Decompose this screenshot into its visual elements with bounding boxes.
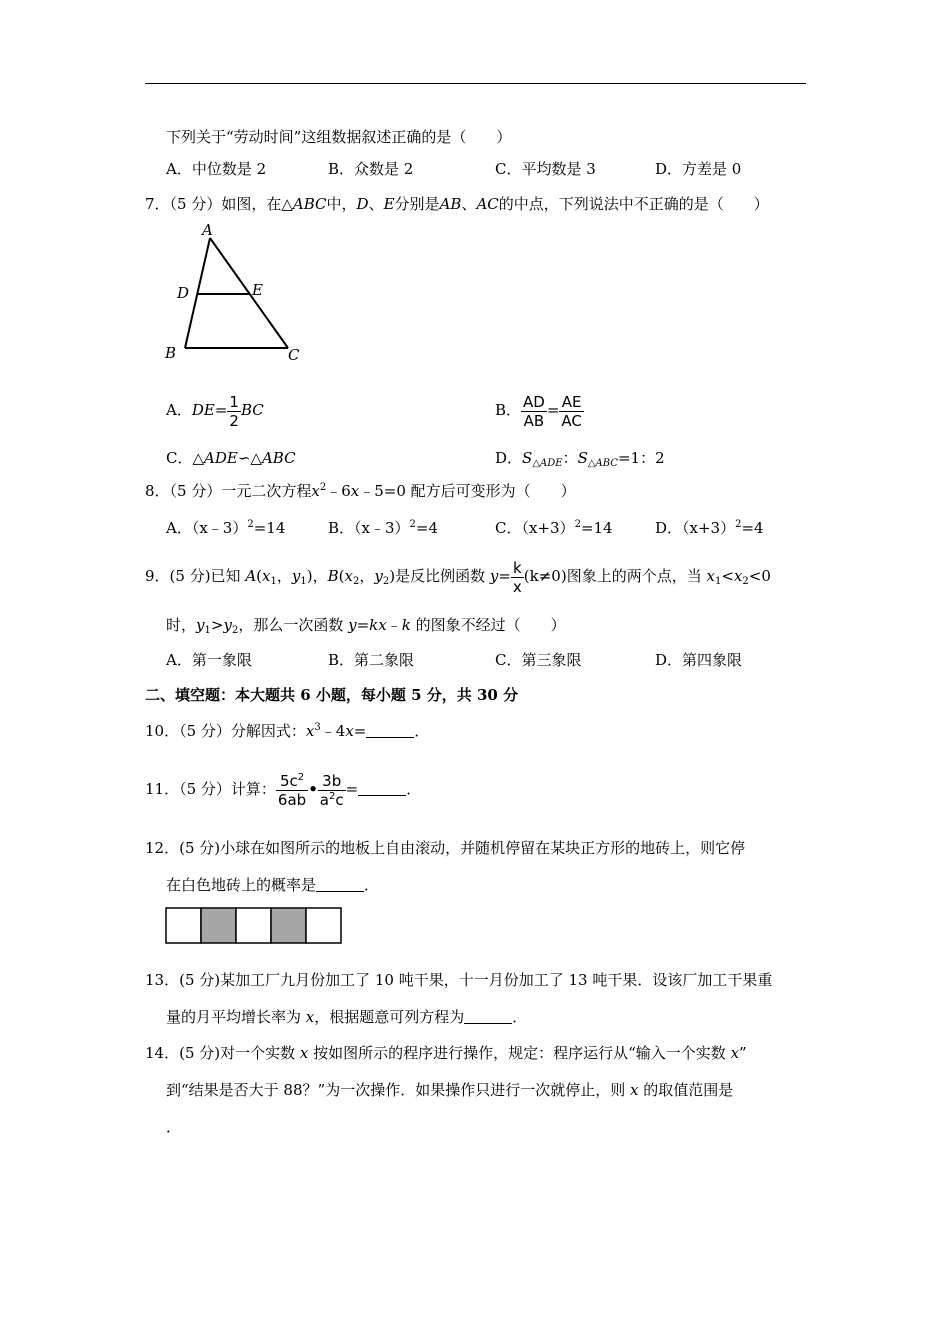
tile-gray: [201, 908, 236, 943]
answer-blank[interactable]: [316, 877, 364, 892]
q9-text: 时，: [166, 616, 197, 634]
q13-var: x: [305, 1008, 315, 1026]
q14-var: x: [730, 1044, 740, 1062]
subscript: 2: [231, 625, 239, 636]
q9-text: >: [210, 616, 224, 634]
equals: =: [345, 780, 359, 798]
q9-text: (k≠0)图象上的两个点，当: [523, 567, 707, 585]
numerator: 3b: [318, 772, 346, 791]
q9-option-c: C．第三象限: [495, 651, 582, 669]
q8-option-a: [166, 518, 285, 538]
numerator: [276, 772, 308, 791]
denominator: 6ab: [277, 790, 307, 809]
q9-var: x: [262, 567, 271, 585]
q14-text: 的取值范围是: [638, 1081, 734, 1099]
q14-var: x: [299, 1044, 309, 1062]
q9-text: ，: [276, 567, 292, 585]
q9-text: ﹣: [386, 616, 402, 634]
q7-text: 分别是: [394, 195, 440, 213]
q9-text: 9．(5 分)已知: [145, 567, 246, 585]
superscript: 2: [319, 482, 327, 493]
superscript: 2: [574, 519, 581, 530]
q14-text: 按如图所示的程序进行操作，规定：程序运行从“输入一个实数: [308, 1044, 731, 1062]
q13-stem-line2: [166, 1007, 527, 1027]
q7-var: AB: [439, 195, 462, 213]
q7-var: BC: [240, 401, 264, 419]
q7-var: AC: [476, 195, 499, 213]
option-label: D．: [495, 449, 523, 467]
q10-score: （5 分）: [179, 722, 231, 740]
q9-stem-line2: [166, 615, 566, 635]
q6-option-a: A．中位数是 2: [166, 160, 267, 178]
superscript: 2: [735, 519, 742, 530]
q7-number: 7．: [145, 195, 170, 213]
q11-text: 计算：: [230, 780, 276, 798]
q14-text: ”: [739, 1044, 747, 1062]
q9-text: )，: [306, 567, 328, 585]
q8-number: 8．: [145, 482, 170, 500]
q9-var: B: [327, 567, 339, 585]
option-text: D．（x+3）: [655, 519, 736, 537]
q9-option-d: D．第四象限: [655, 651, 743, 669]
equals: =: [353, 722, 367, 740]
q7-var: D: [356, 195, 369, 213]
q7-score: （5 分）: [169, 195, 222, 213]
q8-var: x: [350, 482, 360, 500]
answer-blank[interactable]: [366, 723, 414, 738]
subscript: △ADE: [532, 458, 563, 469]
option-text: A．（x﹣3）: [166, 519, 248, 537]
equals: =: [546, 401, 560, 419]
q12-stem-line1: 12．(5 分)小球在如图所示的地板上自由滚动，并随机停留在某块正方形的地砖上，则它停: [145, 839, 746, 857]
q9-option-a: A．第一象限: [166, 651, 252, 669]
q9-var: y: [291, 567, 301, 585]
option-text: B．（x﹣3）: [328, 519, 410, 537]
subscript: 1: [204, 625, 211, 636]
q12-text: ．: [364, 876, 380, 894]
q9-var: x: [706, 567, 715, 585]
q11-stem: [145, 765, 421, 813]
q11-score: （5 分）: [179, 780, 231, 798]
subscript: 2: [352, 576, 360, 587]
denominator-text: a: [319, 790, 329, 809]
q9-option-b: B．第二象限: [328, 651, 415, 669]
q14-var: x: [629, 1081, 639, 1099]
q9-var: y: [374, 567, 383, 585]
q13-text: ，根据题意可列方程为: [314, 1008, 465, 1026]
q12-text: 在白色地砖上的概率是: [166, 876, 317, 894]
q9-var: x: [344, 567, 353, 585]
tile-white: [236, 908, 271, 943]
q14-text: 到“结果是否大于 88？”为一次操作．如果操作只进行一次就停止，则: [166, 1081, 630, 1099]
tile-white: [306, 908, 341, 943]
subscript: 2: [382, 576, 390, 587]
q7-label-b: B: [165, 344, 177, 362]
equals: =: [214, 401, 228, 419]
q8-option-b: [328, 518, 438, 538]
q10-number: 10．: [145, 722, 180, 740]
q9-var: x: [733, 567, 743, 585]
q9-text: ，: [359, 567, 375, 585]
subscript: △ABC: [587, 458, 618, 469]
fraction-ad-ab: [521, 393, 547, 430]
q7-var: E: [383, 195, 395, 213]
denominator: AB: [523, 411, 545, 430]
q7-label-d: D: [177, 284, 190, 302]
q9-var: y: [489, 567, 499, 585]
equals: =: [356, 616, 370, 634]
q9-text: 的图象不经过（ ）: [410, 616, 566, 634]
q10-stem: [145, 721, 429, 741]
q9-var: y: [348, 616, 357, 634]
fraction-half: [227, 393, 241, 430]
option-text: =14: [253, 519, 286, 537]
answer-blank[interactable]: [464, 1009, 512, 1024]
fraction-k-over-x: [511, 559, 524, 596]
q7-option-a: [166, 390, 264, 430]
equals: =: [498, 567, 511, 585]
option-label: A．: [166, 401, 192, 419]
q7-var: S: [577, 449, 588, 467]
colon: ：: [562, 449, 578, 467]
q14-stem-line1: [145, 1043, 747, 1063]
tile-white: [166, 908, 201, 943]
header-rule: [145, 83, 806, 84]
q13-stem-line1: 13．(5 分)某加工厂九月份加工了 10 吨干果，十一月份加工了 13 吨干果．设该厂加工干果重: [145, 971, 773, 989]
q8-var: x: [311, 482, 320, 500]
q6-option-d: D．方差是 0: [655, 160, 742, 178]
q9-var: A: [245, 567, 257, 585]
q7-triangle-figure: [160, 220, 310, 365]
q6-stem: 下列关于“劳动时间”这组数据叙述正确的是（ ）: [166, 128, 512, 146]
option-text: =4: [415, 519, 439, 537]
q11-number: 11．: [145, 780, 180, 798]
option-text: =4: [741, 519, 764, 537]
superscript: 2: [297, 771, 305, 783]
subscript: 1: [300, 576, 307, 587]
q9-var: y: [196, 616, 205, 634]
q9-text: (: [256, 567, 263, 585]
ratio-text: =1：2: [617, 449, 665, 467]
denominator-text: c: [335, 790, 344, 809]
q9-text: )是反比例函数: [389, 567, 490, 585]
superscript: 2: [328, 790, 336, 802]
q13-text: ．: [512, 1008, 528, 1026]
fraction-ae-ac: [559, 393, 583, 430]
q7-var: ADE: [204, 449, 238, 467]
superscript: 3: [314, 722, 321, 733]
q7-stem: [145, 194, 769, 214]
option-text: =14: [580, 519, 613, 537]
numerator: AD: [523, 392, 545, 411]
q8-text: ﹣6: [326, 482, 351, 500]
q10-var: x: [305, 722, 315, 740]
q11-text: ．: [406, 780, 422, 798]
q8-option-d: [655, 518, 764, 538]
option-text: C．（x+3）: [495, 519, 575, 537]
q8-score: （5 分）: [169, 482, 222, 500]
subscript: 1: [270, 576, 277, 587]
q9-text: ，那么一次函数: [238, 616, 349, 634]
q7-text: 如图，在△: [221, 195, 293, 213]
q14-stem-line2: [166, 1080, 733, 1100]
q7-label-e: E: [252, 281, 263, 299]
q8-option-c: [495, 518, 613, 538]
numerator: 1: [229, 392, 239, 411]
q9-var: kx: [369, 616, 387, 634]
q8-text: 一元二次方程: [221, 482, 312, 500]
subscript: 1: [714, 576, 722, 587]
numerator-text: 5c: [279, 771, 298, 790]
fraction-5c2-over-6ab: [276, 772, 308, 809]
q9-stem-line1: [145, 556, 771, 596]
q9-text: <0: [748, 567, 771, 585]
q6-option-c: C．平均数是 3: [495, 160, 596, 178]
q9-text: <: [721, 567, 734, 585]
q7-label-a: A: [202, 221, 213, 239]
q13-text: 量的月平均增长率为: [166, 1008, 306, 1026]
q7-text: 中，: [326, 195, 357, 213]
option-label: B．: [495, 401, 522, 419]
q7-option-d: [495, 448, 665, 468]
q7-var: ABC: [261, 449, 296, 467]
denominator: x: [512, 577, 522, 596]
q7-option-b: [495, 390, 584, 430]
multiply-dot: •: [308, 780, 318, 798]
numerator: k: [511, 559, 524, 578]
tile-gray: [271, 908, 306, 943]
q10-text: 分解因式：: [230, 722, 306, 740]
q6-option-b: B．众数是 2: [328, 160, 414, 178]
q7-var: S: [522, 449, 533, 467]
superscript: 2: [409, 519, 416, 530]
q8-text: ﹣5=0 配方后可变形为（ ）: [359, 482, 576, 500]
section-2-heading: 二、填空题：本大题共 6 小题，每小题 5 分，共 30 分: [145, 686, 519, 704]
q8-stem: [145, 481, 576, 501]
denominator: AC: [561, 411, 582, 430]
q9-var: k: [401, 616, 411, 634]
q9-var: y: [223, 616, 232, 634]
denominator: 2: [229, 411, 239, 430]
q10-var: x: [345, 722, 354, 740]
q12-stem-line2: [166, 875, 379, 895]
answer-blank[interactable]: [358, 781, 406, 796]
q7-option-c: [166, 448, 296, 468]
q10-text: ．: [414, 722, 430, 740]
option-label: C．△: [166, 449, 205, 467]
q7-text: 的中点，下列说法中不正确的是（ ）: [498, 195, 769, 213]
q7-text: 、: [368, 195, 384, 213]
fraction-3b-over-a2c: [318, 772, 346, 809]
q14-stem-line3: ．: [166, 1118, 182, 1136]
denominator: [318, 791, 346, 809]
q9-text: (: [338, 567, 345, 585]
q7-var: ABC: [292, 195, 327, 213]
similar-symbol: ∽△: [237, 449, 262, 467]
q7-var: DE: [191, 401, 215, 419]
q7-text: 、: [461, 195, 477, 213]
numerator: AE: [559, 393, 583, 412]
superscript: 2: [247, 519, 254, 530]
q12-tile-floor-figure: [165, 907, 343, 945]
q10-text: ﹣4: [320, 722, 346, 740]
subscript: 2: [742, 576, 749, 587]
q7-label-c: C: [288, 346, 300, 364]
q14-text: 14．(5 分)对一个实数: [145, 1044, 300, 1062]
